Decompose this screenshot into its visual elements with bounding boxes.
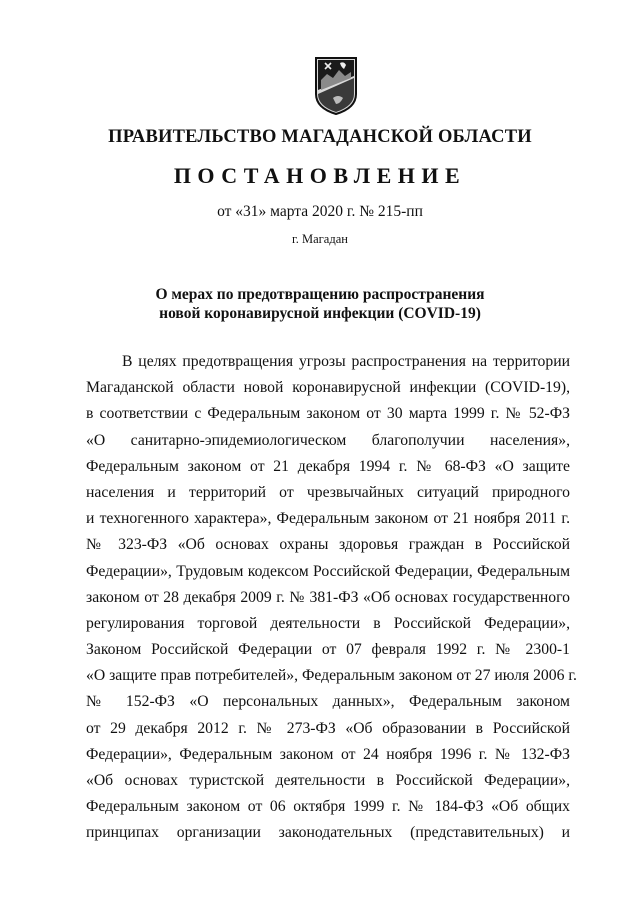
text-line: от 29 декабря 2012 г. № 273-ФЗ «Об образовании в Российской bbox=[86, 719, 570, 737]
text-line: Законом Российской Федерации от 07 февраля 1992 г. № 2300-1 bbox=[86, 641, 570, 659]
document-type: ПОСТАНОВЛЕНИЕ bbox=[173, 163, 467, 188]
text-line: «Об основах туристской деятельности в Российской Федерации», bbox=[86, 772, 570, 789]
text-line: и техногенного характера», Федеральным законом от 21 ноября 2011 г. bbox=[86, 510, 570, 528]
preamble-text bbox=[86, 349, 577, 847]
document-date-number: от «31» марта 2020 г. № 215-пп bbox=[217, 203, 423, 220]
issuing-authority: ПРАВИТЕЛЬСТВО МАГАДАНСКОЙ ОБЛАСТИ bbox=[108, 127, 532, 147]
text-line: № 323-ФЗ «Об основах охраны здоровья граждан в Российской bbox=[86, 536, 570, 554]
text-line: Федерации», Трудовым кодексом Российской Федерации, Федеральным bbox=[86, 562, 570, 580]
text-line: Федерации», Федеральным законом от 24 ноября 1996 г. № 132-ФЗ bbox=[86, 745, 570, 763]
text-line: принципах организации законодательных (представительных) и bbox=[86, 824, 570, 842]
text-line: населения и территорий от чрезвычайных ситуаций природного bbox=[86, 483, 570, 501]
text-line: «О защите прав потребителей», Федеральным законом от 27 июля 2006 г. bbox=[86, 667, 577, 685]
text-line: № 152-ФЗ «О персональных данных», Федеральным законом bbox=[86, 693, 570, 711]
text-line: В целях предотвращения угрозы распространения на территории bbox=[122, 353, 570, 370]
document-subject bbox=[0, 285, 640, 323]
text-line: «О санитарно-эпидемиологическом благополучии населения», bbox=[86, 431, 570, 449]
text-line: в соответствии с Федеральным законом от 30 марта 1999 г. № 52-ФЗ bbox=[86, 405, 570, 423]
text-line: Магаданской области новой коронавирусной инфекции (COVID-19), bbox=[86, 379, 570, 397]
text-line: Федеральным законом от 06 октября 1999 г. № 184-ФЗ «Об общих bbox=[86, 798, 570, 816]
text-line: законом от 28 декабря 2009 г. № 381-ФЗ «Об основах государственного bbox=[86, 588, 570, 606]
text-line: регулирования торговой деятельности в Российской Федерации», bbox=[86, 614, 570, 632]
subject-line: О мерах по предотвращению распространения bbox=[155, 286, 485, 303]
coat-of-arms-icon bbox=[313, 56, 359, 116]
place-of-issue: г. Магадан bbox=[292, 232, 348, 246]
subject-line: новой коронавирусной инфекции (COVID-19) bbox=[159, 305, 481, 322]
text-line: Федеральным законом от 21 декабря 1994 г. № 68-ФЗ «О защите bbox=[86, 457, 570, 475]
